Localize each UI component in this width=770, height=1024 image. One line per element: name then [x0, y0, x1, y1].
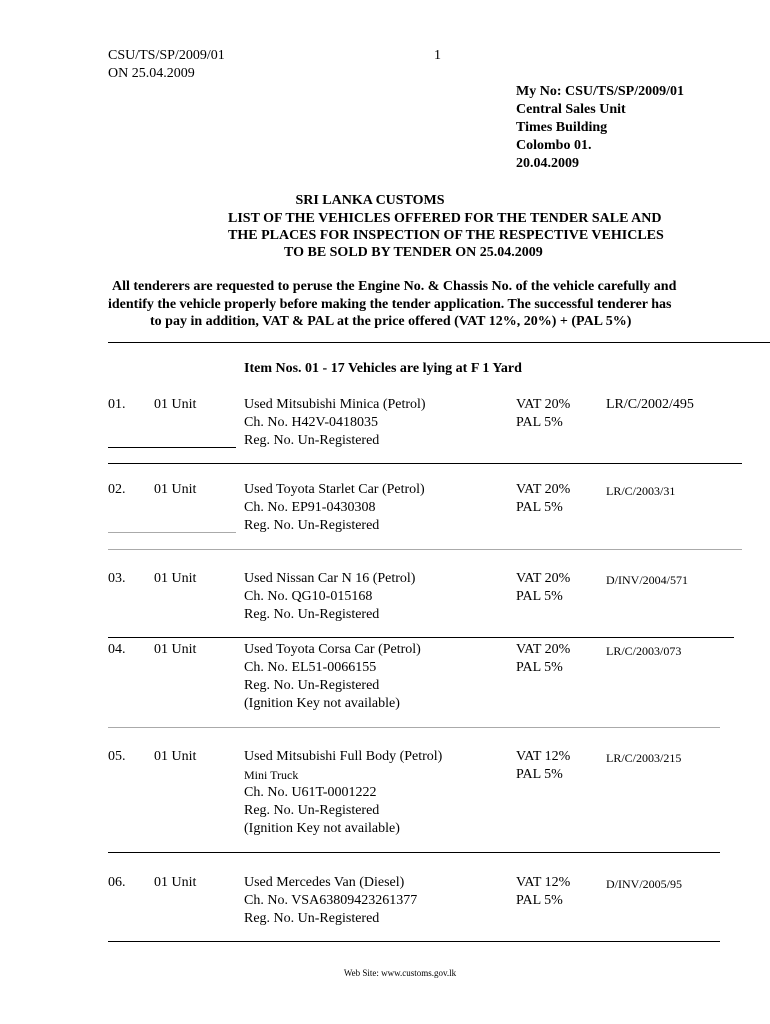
pal-rate: PAL 5% — [516, 767, 563, 782]
vehicle-description: Used Toyota Starlet Car (Petrol) — [244, 482, 425, 497]
notice-line-2: identify the vehicle properly before making the tender application. The successful tenderer has — [108, 297, 672, 312]
address-unit: Central Sales Unit — [516, 102, 626, 117]
case-reference: LR/C/2003/31 — [606, 484, 676, 498]
pal-rate: PAL 5% — [516, 415, 563, 430]
item-quantity: 01 Unit — [154, 571, 197, 586]
registration-status: Reg. No. Un-Registered — [244, 433, 380, 448]
vehicle-description: Used Toyota Corsa Car (Petrol) — [244, 642, 421, 657]
divider — [108, 727, 720, 728]
item-quantity: 01 Unit — [154, 482, 197, 497]
vat-rate: VAT 12% — [516, 749, 571, 764]
registration-status: Reg. No. Un-Registered — [244, 803, 380, 818]
divider — [108, 463, 742, 464]
item-number: 05. — [108, 749, 126, 764]
address-city: Colombo 01. — [516, 138, 592, 153]
blank-line — [108, 532, 236, 533]
notice-line-3: to pay in addition, VAT & PAL at the price offered (VAT 12%, 20%) + (PAL 5%) — [150, 314, 632, 329]
registration-status: Reg. No. Un-Registered — [244, 911, 380, 926]
my-number: My No: CSU/TS/SP/2009/01 — [516, 84, 685, 99]
case-reference: LR/C/2003/073 — [606, 644, 682, 658]
divider — [108, 549, 742, 550]
vehicle-description: Used Mitsubishi Minica (Petrol) — [244, 397, 426, 412]
item-quantity: 01 Unit — [154, 642, 197, 657]
title-line-4: TO BE SOLD BY TENDER ON 25.04.2009 — [284, 245, 543, 260]
pal-rate: PAL 5% — [516, 589, 563, 604]
vat-rate: VAT 20% — [516, 482, 571, 497]
pal-rate: PAL 5% — [516, 500, 563, 515]
pal-rate: PAL 5% — [516, 660, 563, 675]
title-line-2: LIST OF THE VEHICLES OFFERED FOR THE TENDER SALE AND — [228, 211, 662, 226]
title-org: SRI LANKA CUSTOMS — [295, 193, 445, 208]
case-reference: LR/C/2002/495 — [606, 397, 694, 412]
divider — [108, 941, 720, 942]
page-number: 1 — [434, 48, 441, 63]
registration-status: Reg. No. Un-Registered — [244, 678, 380, 693]
registration-status: Reg. No. Un-Registered — [244, 518, 380, 533]
vat-rate: VAT 20% — [516, 397, 571, 412]
section-heading: Item Nos. 01 - 17 Vehicles are lying at F 1 Yard — [244, 361, 522, 376]
chassis-number: Ch. No. H42V-0418035 — [244, 415, 379, 430]
vat-rate: VAT 20% — [516, 571, 571, 586]
footer-website: Web Site: www.customs.gov.lk — [343, 968, 457, 978]
item-number: 06. — [108, 875, 126, 890]
item-quantity: 01 Unit — [154, 397, 197, 412]
chassis-number: Ch. No. EL51-0066155 — [244, 660, 377, 675]
item-quantity: 01 Unit — [154, 749, 197, 764]
item-number: 02. — [108, 482, 126, 497]
item-number: 01. — [108, 397, 126, 412]
chassis-number: Ch. No. QG10-015168 — [244, 589, 373, 604]
registration-status: Reg. No. Un-Registered — [244, 607, 380, 622]
vehicle-note: (Ignition Key not available) — [244, 696, 400, 711]
chassis-number: Ch. No. U61T-0001222 — [244, 785, 377, 800]
title-line-3: THE PLACES FOR INSPECTION OF THE RESPECTIVE VEHICLES — [228, 228, 664, 243]
divider — [108, 342, 770, 343]
vehicle-type: Mini Truck — [244, 768, 299, 782]
chassis-number: Ch. No. EP91-0430308 — [244, 500, 376, 515]
sale-date: ON 25.04.2009 — [108, 66, 195, 81]
case-reference: LR/C/2003/215 — [606, 751, 682, 765]
address-building: Times Building — [516, 120, 608, 135]
chassis-number: Ch. No. VSA63809423261377 — [244, 893, 418, 908]
divider — [108, 637, 734, 638]
notice-line-1: All tenderers are requested to peruse the Engine No. & Chassis No. of the vehicle carefully and — [112, 279, 677, 294]
vehicle-description: Used Mitsubishi Full Body (Petrol) — [244, 749, 443, 764]
blank-line — [108, 447, 236, 448]
vat-rate: VAT 12% — [516, 875, 571, 890]
item-number: 03. — [108, 571, 126, 586]
vehicle-description: Used Nissan Car N 16 (Petrol) — [244, 571, 416, 586]
case-reference: D/INV/2005/95 — [606, 877, 682, 891]
pal-rate: PAL 5% — [516, 893, 563, 908]
item-number: 04. — [108, 642, 126, 657]
reference-number: CSU/TS/SP/2009/01 — [108, 48, 225, 63]
address-date: 20.04.2009 — [516, 156, 579, 171]
vehicle-description: Used Mercedes Van (Diesel) — [244, 875, 405, 890]
vehicle-note: (Ignition Key not available) — [244, 821, 400, 836]
item-quantity: 01 Unit — [154, 875, 197, 890]
vat-rate: VAT 20% — [516, 642, 571, 657]
divider — [108, 852, 720, 853]
case-reference: D/INV/2004/571 — [606, 573, 688, 587]
